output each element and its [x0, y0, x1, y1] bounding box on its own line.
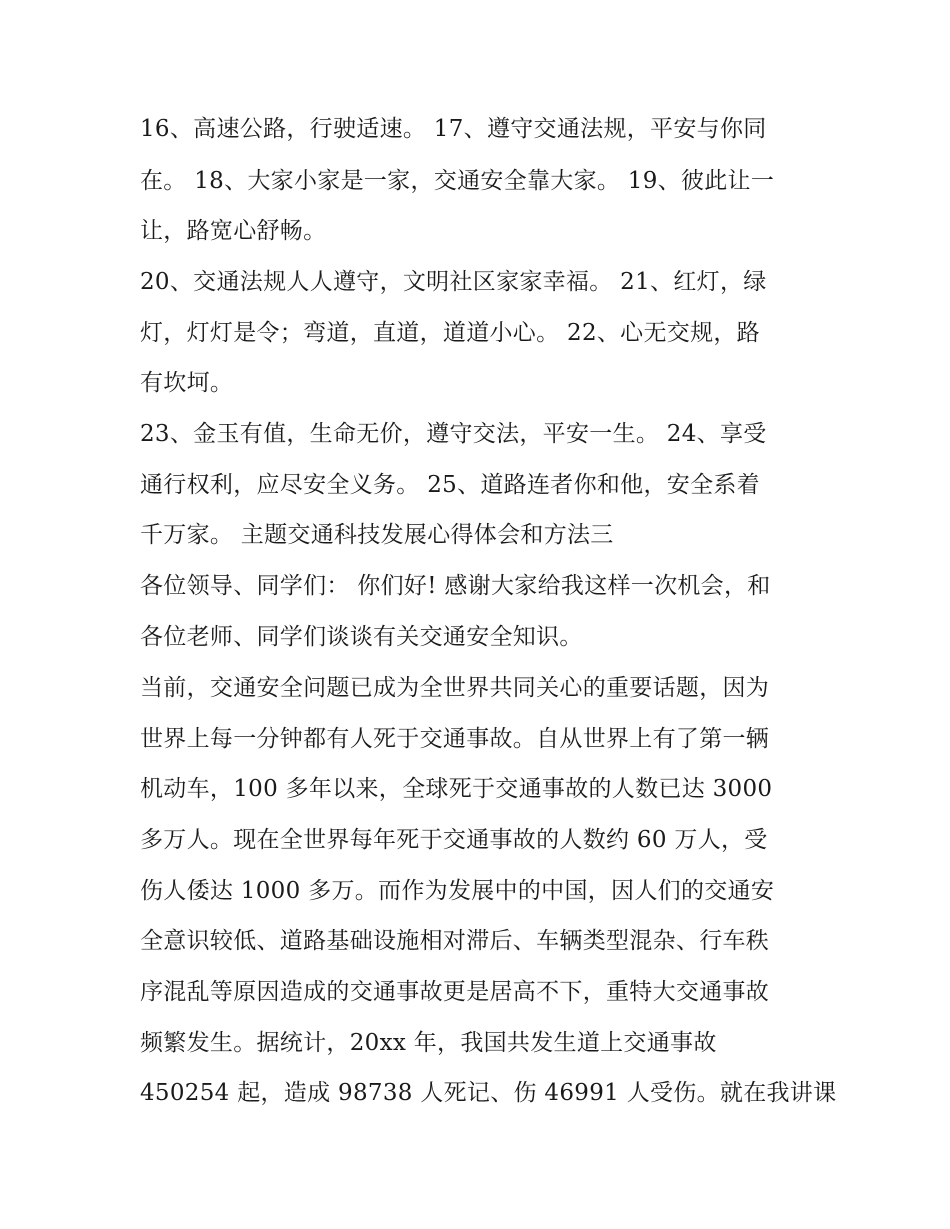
text-line-8: 通行权利，应尽安全义务。 25、道路连者你和他，安全系着: [140, 472, 760, 498]
text-line-10: 各位领导、同学们： 你们好! 感谢大家给我这样一次机会，和: [140, 573, 771, 599]
text-line-2: 在。 18、大家小家是一家，交通安全靠大家。 19、彼此让一: [140, 168, 775, 194]
text-line-9: 千万家。 主题交通科技发展心得体会和方法三: [140, 522, 614, 548]
text-line-3: 让，路宽心舒畅。: [140, 218, 327, 244]
text-line-5: 灯，灯灯是令；弯道，直道，道道小心。 22、心无交规，路: [140, 320, 760, 346]
text-line-20: 450254 起，造成 98738 人死记、伤 46991 人受伤。就在我讲课: [140, 1080, 837, 1106]
text-line-18: 序混乱等原因造成的交通事故更是居高不下，重特大交通事故: [140, 979, 770, 1005]
text-line-7: 23、金玉有值，生命无价，遵守交法，平安一生。 24、享受: [140, 421, 767, 447]
text-line-15: 多万人。现在全世界每年死于交通事故的人数约 60 万人，受: [140, 827, 768, 853]
text-line-14: 机动车，100 多年以来，全球死于交通事故的人数已达 3000: [140, 776, 773, 802]
text-line-4: 20、交通法规人人遵守，文明社区家家幸福。 21、红灯，绿: [140, 269, 767, 295]
text-line-11: 各位老师、同学们谈谈有关交通安全知识。: [140, 624, 583, 650]
text-line-1: 16、高速公路，行驶适速。 17、遵守交通法规，平安与你同: [140, 116, 767, 142]
text-line-19: 频繁发生。据统计，20xx 年，我国共发生道上交通事故: [140, 1030, 717, 1056]
text-line-13: 世界上每一分钟都有人死于交通事故。自从世界上有了第一辆: [140, 726, 770, 752]
text-line-17: 全意识较低、道路基础设施相对滞后、车辆类型混杂、行车秩: [140, 928, 770, 954]
text-line-12: 当前，交通安全问题已成为全世界共同关心的重要话题，因为: [140, 675, 770, 701]
text-line-6: 有坎坷。: [140, 370, 234, 396]
text-line-16: 伤人倭达 1000 多万。而作为发展中的中国，因人们的交通安: [140, 878, 775, 904]
